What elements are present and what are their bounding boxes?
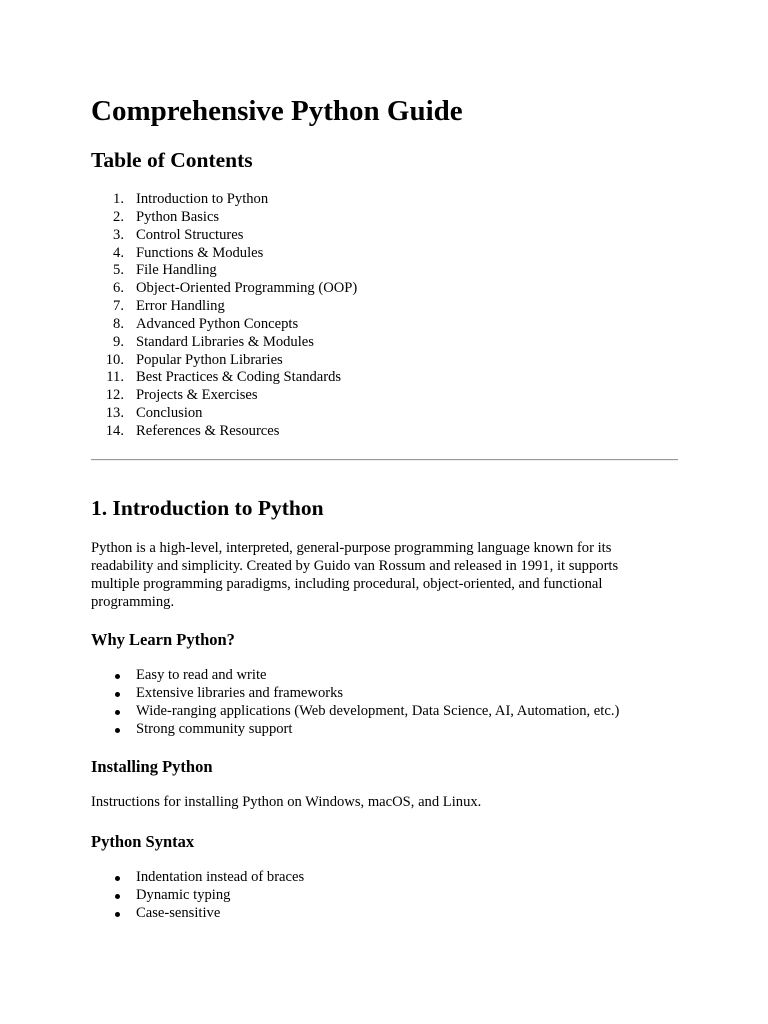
toc-item-number: 10. — [105, 351, 124, 368]
toc-item-label: Functions & Modules — [136, 244, 264, 261]
toc-item-number: 6. — [113, 280, 124, 297]
toc-item-number: 11. — [106, 369, 124, 386]
section-heading-introduction: 1. Introduction to Python — [91, 496, 324, 520]
document-title: Comprehensive Python Guide — [91, 95, 463, 127]
toc-item-number: 9. — [113, 333, 124, 350]
toc-item-number: 13. — [105, 405, 124, 422]
toc-item-label: Python Basics — [136, 208, 220, 225]
syntax-list — [91, 869, 304, 923]
toc-item-number: 8. — [113, 315, 124, 332]
toc-item-number: 1. — [113, 191, 124, 207]
toc-item-label: File Handling — [136, 262, 217, 279]
list-item — [91, 905, 304, 923]
why-learn-list — [91, 667, 619, 738]
list-item — [91, 667, 619, 685]
toc-item — [91, 316, 357, 334]
toc-item-number: 14. — [105, 422, 124, 439]
bullet-icon — [115, 728, 120, 733]
bullet-icon — [115, 894, 120, 899]
toc-item-label: Control Structures — [136, 226, 244, 243]
toc-item-label: References & Resources — [136, 422, 280, 439]
bullet-icon — [115, 674, 120, 679]
toc-item — [91, 352, 357, 370]
bullet-icon — [115, 710, 120, 715]
toc-item-number: 12. — [105, 387, 124, 404]
toc-item-number: 7. — [113, 298, 124, 315]
toc-item — [91, 423, 357, 441]
toc-item — [91, 227, 357, 245]
toc-item — [91, 191, 357, 209]
toc-item-label: Error Handling — [136, 298, 225, 315]
syntax-heading: Python Syntax — [91, 832, 195, 851]
toc-item — [91, 298, 357, 316]
toc-item-label: Projects & Exercises — [136, 387, 258, 404]
list-item-text: Indentation instead of braces — [136, 869, 305, 885]
toc-item-label: Best Practices & Coding Standards — [136, 369, 342, 386]
toc-item — [91, 405, 357, 423]
installing-paragraph: Instructions for installing Python on Windows, macOS, and Linux. — [91, 794, 482, 810]
toc-item — [91, 369, 357, 387]
list-item-text: Extensive libraries and frameworks — [136, 684, 344, 701]
list-item — [91, 887, 304, 905]
list-item — [91, 685, 619, 703]
why-learn-heading: Why Learn Python? — [91, 630, 235, 649]
list-item-text: Strong community support — [136, 720, 293, 737]
toc-item — [91, 280, 357, 298]
toc-item — [91, 334, 357, 352]
toc-item — [91, 245, 357, 263]
toc-item-label: Conclusion — [136, 405, 203, 422]
list-item-text: Case-sensitive — [136, 904, 221, 921]
horizontal-divider — [91, 459, 678, 461]
bullet-icon — [115, 876, 120, 881]
toc-list — [91, 191, 357, 441]
toc-item — [91, 262, 357, 280]
toc-item-label: Object-Oriented Programming (OOP) — [136, 280, 358, 297]
toc-item-number: 5. — [113, 262, 124, 279]
toc-item-number: 3. — [113, 226, 124, 243]
bullet-icon — [115, 692, 120, 697]
installing-heading: Installing Python — [91, 757, 213, 776]
bullet-icon — [115, 912, 120, 917]
toc-item-label: Popular Python Libraries — [136, 351, 283, 368]
toc-heading: Table of Contents — [91, 148, 253, 172]
intro-paragraph: Python is a high-level, interpreted, general-purpose programming language known for its readability and simplicity. Created by Guido van Rossum and released in 1991, it supports multiple programming paradigms, including procedural, object-oriented, and functional programming. — [91, 540, 619, 610]
toc-item — [91, 209, 357, 227]
toc-item-label: Advanced Python Concepts — [136, 315, 299, 332]
toc-item-number: 2. — [113, 208, 124, 225]
list-item — [91, 703, 619, 721]
list-item — [91, 721, 619, 739]
list-item — [91, 869, 304, 887]
toc-item — [91, 387, 357, 405]
toc-item-label: Introduction to Python — [136, 191, 269, 207]
list-item-text: Dynamic typing — [136, 886, 231, 903]
list-item-text: Easy to read and write — [136, 667, 267, 683]
toc-item-label: Standard Libraries & Modules — [136, 333, 314, 350]
toc-item-number: 4. — [113, 244, 124, 261]
list-item-text: Wide-ranging applications (Web development, Data Science, AI, Automation, etc.) — [136, 702, 620, 719]
